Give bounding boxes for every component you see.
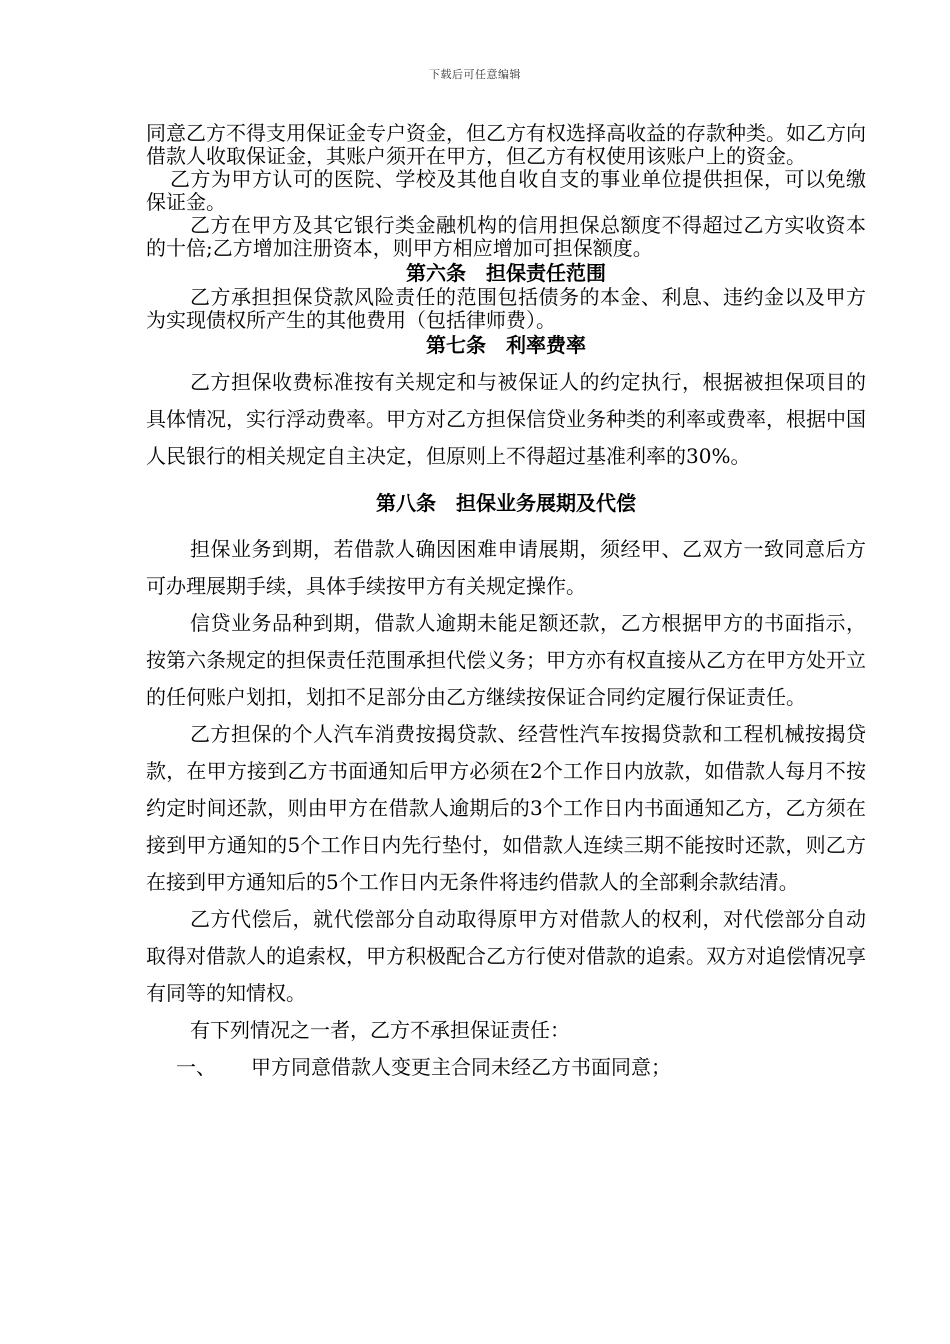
paragraph-exemptions-intro: 有下列情况之一者，乙方不承担保证责任： — [190, 1018, 570, 1042]
heading-article-7: 第七条 利率费率 — [426, 333, 586, 357]
heading-article-8: 第八条 担保业务展期及代偿 — [376, 491, 636, 515]
paragraph-compensation: 信贷业务品种到期，借款人逾期未能足额还款，乙方根据甲方的书面指示，按第六条规定的担保责任范围承担代偿义务；甲方亦有权直接从乙方在甲方处开立的任何账户划扣，划扣不足部分由乙方继续按保证合同约定履行保证责任。 — [146, 611, 866, 709]
list-item-number: 一、 — [176, 1055, 216, 1079]
paragraph-extension: 担保业务到期，若借款人确因困难申请展期，须经甲、乙双方一致同意后方可办理展期手续，具体手续按甲方有关规定操作。 — [146, 537, 866, 598]
document-body — [146, 122, 866, 1086]
paragraph-interest-rate: 乙方担保收费标准按有关规定和与被保证人的约定执行，根据被担保项目的具体情况，实行浮动费率。甲方对乙方担保信贷业务种类的利率或费率，根据中国人民银行的相关规定自主决定，但原则上不得超过基准利率的30%。 — [146, 370, 866, 468]
paragraph-liability-scope: 乙方承担担保贷款风险责任的范围包括债务的本金、利息、违约金以及甲方为实现债权所产生的其他费用（包括律师费）。 — [146, 285, 866, 332]
paragraph-auto-loans: 乙方担保的个人汽车消费按揭贷款、经营性汽车按揭贷款和工程机械按揭贷款，在甲方接到乙方书面通知后甲方必须在2个工作日内放款，如借款人每月不按约定时间还款，则由甲方在借款人逾期后的3个工作日内书面通知乙方，乙方须在接到甲方通知的5个工作日内先行垫付，如借款人连续三期不能按时还款，则乙方在接到甲方通知后的5个工作日内无条件将违约借款人的全部剩余款结清。 — [146, 722, 866, 894]
paragraph-recourse: 乙方代偿后，就代偿部分自动取得原甲方对借款人的权利，对代偿部分自动取得对借款人的追索权，甲方积极配合乙方行使对借款的追索。双方对追偿情况享有同等的知情权。 — [146, 907, 866, 1005]
paragraph-guarantee-limit: 乙方在甲方及其它银行类金融机构的信用担保总额度不得超过乙方实收资本的十倍;乙方增加注册资本，则甲方相应增加可担保额度。 — [146, 213, 866, 260]
heading-article-6: 第六条 担保责任范围 — [406, 261, 606, 285]
paragraph-deposit-exemption: 乙方为甲方认可的医院、学校及其他自收自支的事业单位提供担保，可以免缴保证金。 — [146, 167, 866, 214]
list-item-text: 甲方同意借款人变更主合同未经乙方书面同意； — [251, 1055, 671, 1079]
list-item-1 — [146, 1049, 866, 1086]
paragraph-deposit-account: 同意乙方不得支用保证金专户资金，但乙方有权选择高收益的存款种类。如乙方向借款人收取保证金，其账户须开在甲方，但乙方有权使用该账户上的资金。 — [146, 121, 866, 168]
page-header: 下载后可任意编辑 — [429, 68, 521, 81]
